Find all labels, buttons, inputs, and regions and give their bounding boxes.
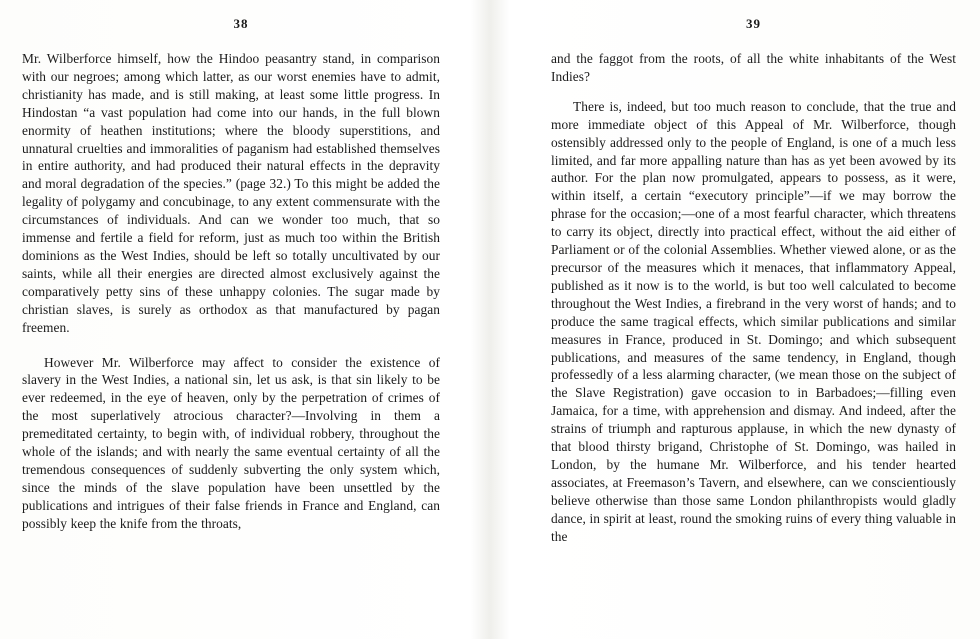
right-paragraph-2: There is, indeed, but too much reason to conclude, that the true and more immediate object of this Appeal of Mr. Wilberforce, though ostensibly addressed only to the people of England, is one of a much less limited, and far more appalling nature than has as yet been avowed by its author. For the plan now promulgated, appears to possess, as it were, within itself, a certain “executory principle”—if we may borrow the phrase for the occasion;—one of a most fearful character, which threatens to carry its object, directly into practical effect, without the aid either of Parliament or of the colonial Assemblies. Whether viewed alone, or as the precursor of the measures which it menaces, that inflammatory Appeal, published as it now is to the world, is but too well calculated to become throughout the West Indies, a firebrand in the very worst of hands; and to produce the same tragical effects, which similar publications and similar measures in France, produced in St. Domingo; and which subsequent publications, and measures of the same tendency, in England, though professedly of a less alarming character, (we mean those on the subject of the Slave Registration) gave occasion to in Barbadoes;—filling even Jamaica, for a time, with apprehension and dismay. And indeed, after the strains of triumph and rapturous applause, in which the new dynasty of that blood thirsty brigand, Christophe of St. Domingo, was hailed in London, by the humane Mr. Wilberforce, and his tender hearted associates, at Freemason’s Tavern, and elsewhere, can we conscientiously believe otherwise than those same London philanthropists would gladly dance, in spirit at least, round the smoking ruins of every thing valuable in the — [551, 98, 956, 544]
right-page — [495, 0, 980, 639]
page-number-right: 39 — [746, 16, 761, 31]
page-number-left: 38 — [233, 16, 249, 31]
left-page-text — [22, 50, 440, 533]
left-paragraph-1: Mr. Wilberforce himself, how the Hindoo peasantry stand, in comparison with our negroes; among which latter, as our worst enemies have to admit, christianity has made, and is still making, at least some little progress. In Hindostan “a vast population had come into our hands, in the full blown enormity of heathen institutions; where the bloody superstitions, and unnatural cruelties and immoralities of paganism had established themselves in entire authority, and had produced their natural effects in the depravity and moral degradation of the species.” (page 32.) To this might be added the legality of polygamy and concubinage, to any extent commensurate with the circumstances of individuals. And can we wonder too much, that so immense and fertile a field for reform, just as much too within the British dominions as the West Indies, should be left so totally uncultivated by our saints, while all their energies are directed almost exclusively against the comparatively petty sins of these unhappy colonies. The sugar made by christian slaves, is surely as orthodox as that manufactured by pagan freemen. — [22, 51, 440, 335]
right-page-text — [551, 50, 956, 545]
right-paragraph-1: and the faggot from the roots, of all the white inhabitants of the West Indies? — [551, 51, 956, 84]
left-paragraph-2: However Mr. Wilberforce may affect to consider the existence of slavery in the West Indies, a national sin, let us ask, is that sin likely to be ever redeemed, in the eye of heaven, only by the perpetration of crimes of the most superlatively atrocious character?—Involving in them a premeditated certainty, to begin with, of individual robbery, throughout the whole of the islands; and with nearly the same eventual certainty of all the tremendous consequences of suddenly subverting the only system which, since the minds of the slave population have been unsettled by the publications and intrigues of their false friends in France and England, can possibly keep the knife from the throats, — [22, 354, 440, 531]
